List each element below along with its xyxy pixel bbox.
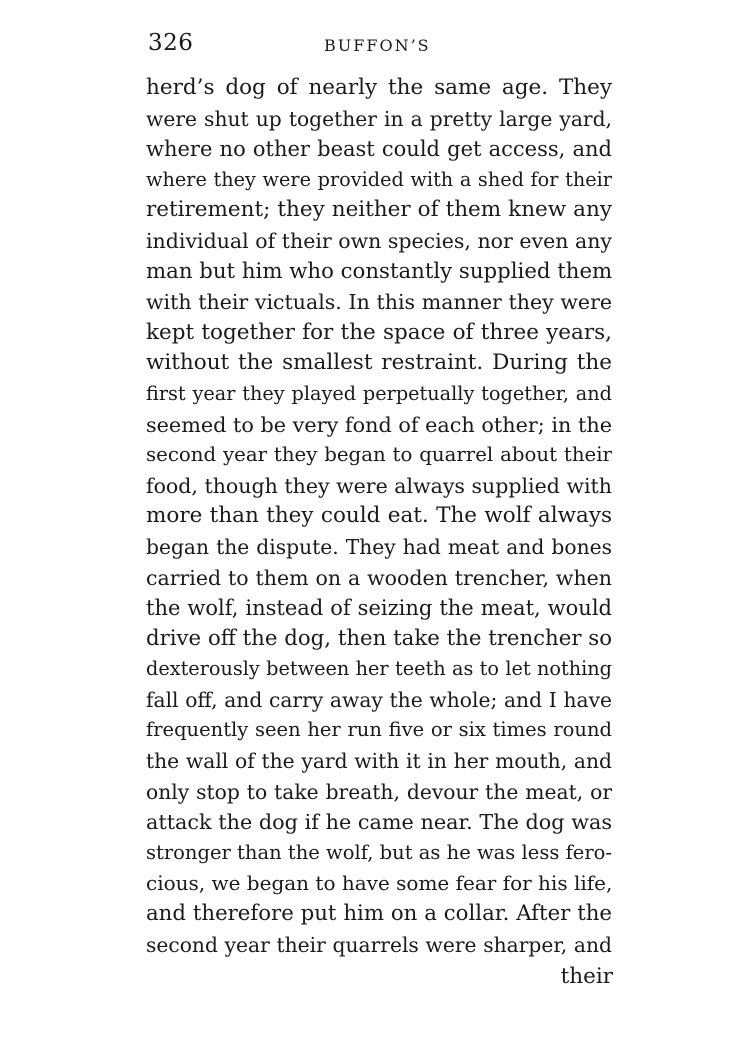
text-line: the wolf, instead of seizing the meat, would xyxy=(146,596,612,621)
text-line: retirement; they neither of them knew any xyxy=(146,197,612,223)
text-line: first year they played perpetually together, and xyxy=(146,381,612,405)
text-line: seemed to be very fond of each other; in the xyxy=(146,412,612,437)
text-line: individual of their own species, nor even any xyxy=(146,228,612,253)
text-line: frequently seen her run five or six times round xyxy=(146,718,612,742)
text-line: food, though they were always supplied with xyxy=(146,473,612,498)
text-line: carried to them on a wooden trencher, when xyxy=(146,565,612,590)
text-line: where they were provided with a shed for their xyxy=(146,167,612,191)
text-line: kept together for the space of three years, xyxy=(146,319,612,345)
text-line: drive off the dog, then take the trencher so xyxy=(146,625,612,651)
text-line: herd’s dog of nearly the same age. They xyxy=(146,75,612,100)
text-line: attack the dog if he came near. The dog was xyxy=(146,810,612,835)
text-line: and therefore put him on a collar. After the xyxy=(146,901,612,927)
text-line: were shut up together in a pretty large yard, xyxy=(146,106,612,131)
text-line: stronger than the wolf, but as he was less fero- xyxy=(146,840,612,864)
running-title: BUFFON’S xyxy=(324,36,431,55)
text-line: where no other beast could get access, and xyxy=(146,137,612,162)
text-line: only stop to take breath, devour the meat, or xyxy=(146,779,612,804)
body-text xyxy=(146,73,612,960)
page-number: 326 xyxy=(148,30,194,56)
text-line: without the smallest restraint. During the xyxy=(146,350,612,376)
catchword: their xyxy=(560,964,613,989)
text-line: the wall of the yard with it in her mouth, and xyxy=(146,749,612,774)
text-line: cious, we began to have some fear for his life, xyxy=(146,871,612,896)
text-line: with their victuals. In this manner they were xyxy=(146,290,612,315)
text-line: second year their quarrels were sharper, and xyxy=(146,932,612,957)
text-line: man but him who constantly supplied them xyxy=(146,258,612,284)
text-line: fall off, and carry away the whole; and I have xyxy=(146,687,612,712)
text-line: dexterously between her teeth as to let nothing xyxy=(146,657,612,681)
text-line: second year they began to quarrel about their xyxy=(146,443,612,467)
text-line: more than they could eat. The wolf always xyxy=(146,503,612,529)
text-line: began the dispute. They had meat and bones xyxy=(146,534,612,559)
